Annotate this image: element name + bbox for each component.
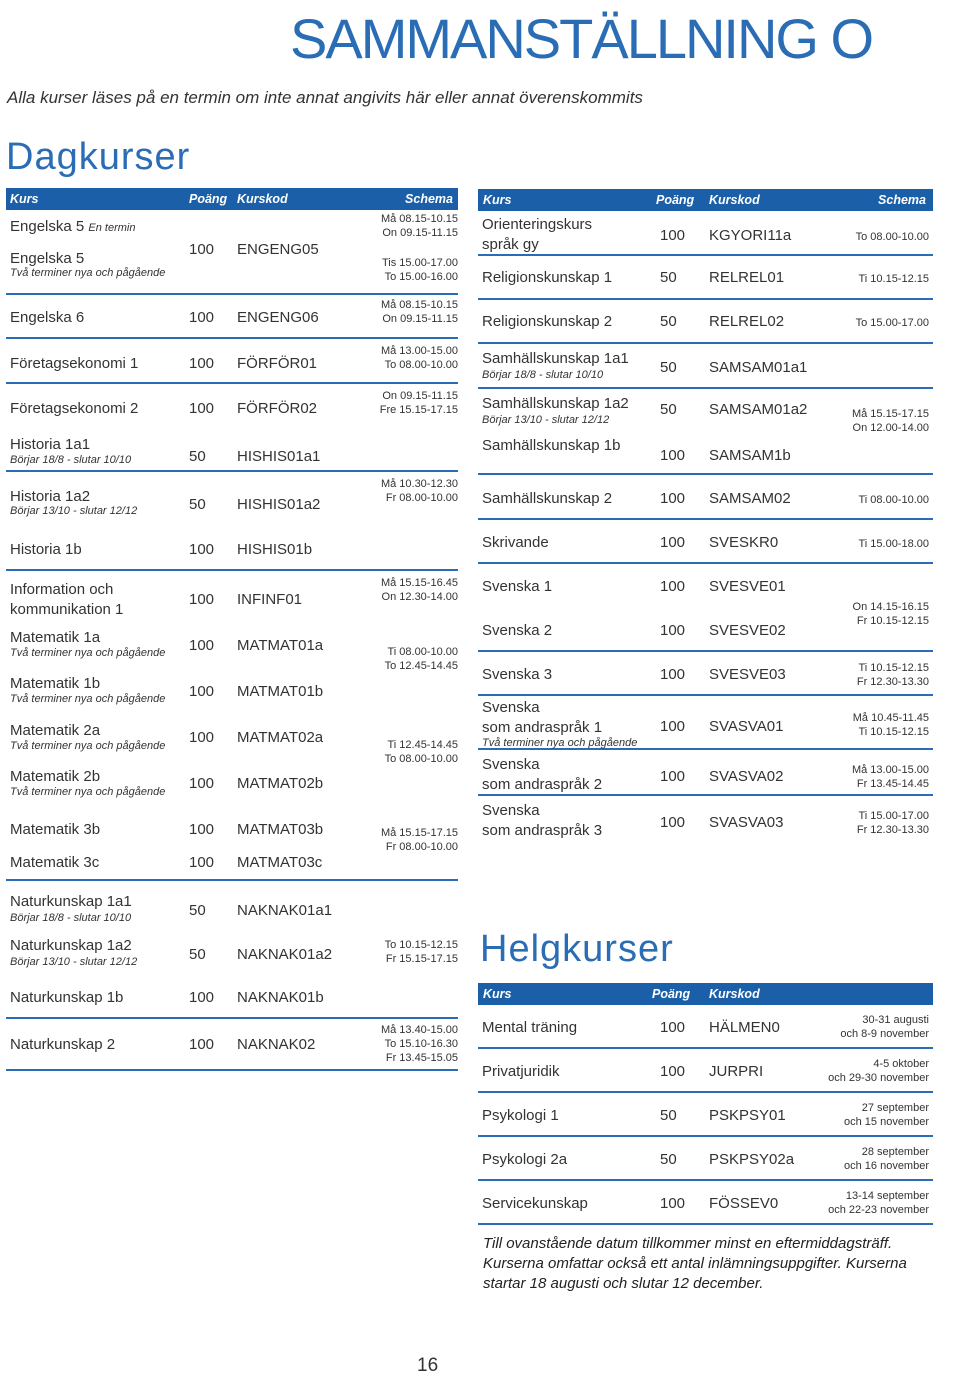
course-points: 100 (660, 814, 686, 831)
schedule: Ti 10.15-12.15 (858, 273, 929, 285)
course-points: 50 (660, 1107, 677, 1124)
course-name: Samhällskunskap 1a2 (482, 395, 629, 412)
course-note: Börjar 18/8 - slutar 10/10 (10, 454, 132, 466)
dates: 27 september och 15 november (844, 1102, 929, 1128)
course-code: FÖSSEV0 (709, 1195, 779, 1212)
course-name: Samhällskunskap 1a1 (482, 350, 629, 367)
course-group-engelska6 (6, 295, 458, 339)
course-name: Skrivande (482, 534, 549, 551)
course-code: SAMSAM01a1 (709, 359, 808, 376)
course-note: Börjar 13/10 - slutar 12/12 (10, 505, 138, 517)
course-name: Samhällskunskap 2 (482, 490, 613, 507)
course-code: NAKNAK01a2 (237, 946, 333, 963)
course-code: NAKNAK01a1 (237, 902, 333, 919)
course-points: 100 (189, 591, 215, 608)
course-name: Naturkunskap 1a2 (10, 937, 132, 954)
course-code: SVESVE02 (709, 622, 786, 639)
course-points: 100 (189, 729, 215, 746)
course-name: Svenska (482, 756, 540, 773)
course-name: Svenska (482, 699, 540, 716)
weekend-note: Till ovanstående datum tillkommer minst en eftermiddagsträff. Kurserna omfattar också ett antal inlämningsuppgifter. Kurserna startar 18 augusti och slutar 12 december. (483, 1235, 907, 1292)
course-code: MATMAT02b (237, 775, 324, 792)
course-code: PSKPSY01 (709, 1107, 786, 1124)
course-note: Två terminer nya och pågående (10, 647, 166, 659)
page-number: 16 (417, 1355, 439, 1376)
header-kurs: Kurs (483, 193, 512, 207)
header-kurskod: Kurskod (709, 987, 760, 1001)
course-name: Historia 1b (10, 541, 82, 558)
course-name: Engelska 5 En termin (10, 218, 136, 235)
table-header (6, 188, 458, 210)
schedule: Ti 12.45-14.45 To 08.00-10.00 (384, 739, 458, 765)
course-name: Historia 1a2 (10, 488, 91, 505)
schedule: To 15.00-17.00 (855, 317, 929, 329)
schedule: Ti 10.15-12.15 Fr 12.30-13.30 (856, 662, 929, 688)
course-code: HÄLMEN0 (709, 1019, 780, 1036)
course-points: 100 (660, 1195, 686, 1212)
page-title: SAMMANSTÄLLNING O (290, 7, 873, 70)
weekend-course-juridik (478, 1049, 933, 1093)
course-points: 100 (660, 447, 686, 464)
course-name: Svenska 3 (482, 666, 553, 683)
course-code: FÖRFÖR01 (237, 355, 318, 372)
course-points: 50 (660, 313, 677, 330)
course-group-sam1a1 (478, 344, 933, 389)
weekend-course-psyk1 (478, 1093, 933, 1137)
schedule: Må 15.15-17.15 Fr 08.00-10.00 (380, 827, 458, 853)
header-schema: Schema (405, 192, 453, 206)
course-group-svenska3 (478, 652, 933, 696)
course-note: Börjar 18/8 - slutar 10/10 (482, 369, 604, 381)
course-name: Privatjuridik (482, 1063, 560, 1080)
schedule: Må 10.45-11.45 Ti 10.15-12.15 (852, 712, 929, 738)
course-name: Orienteringskurs (482, 216, 593, 233)
table-header (478, 189, 933, 211)
course-name: Historia 1a1 (10, 436, 91, 453)
course-name: Företagsekonomi 2 (10, 400, 139, 417)
dates: 30-31 augusti och 8-9 november (840, 1014, 929, 1040)
course-code: SAMSAM01a2 (709, 401, 808, 418)
course-points: 100 (189, 1036, 215, 1053)
course-name: som andraspråk 3 (482, 822, 603, 839)
course-code: NAKNAK01b (237, 989, 324, 1006)
course-points: 100 (189, 854, 215, 871)
course-group-sva2 (478, 750, 933, 796)
course-code: ENGENG06 (237, 309, 319, 326)
course-group-fek2-hist1a1 (6, 384, 458, 472)
schedule: Må 10.30-12.30 Fr 08.00-10.00 (380, 478, 458, 504)
course-points: 100 (660, 718, 686, 735)
course-code: INFINF01 (237, 591, 303, 608)
course-note: Börjar 13/10 - slutar 12/12 (482, 414, 610, 426)
course-code: MATMAT01b (237, 683, 324, 700)
schedule: Ti 08.00-10.00 To 12.45-14.45 (384, 646, 458, 672)
dates: 13-14 september och 22-23 november (828, 1190, 929, 1216)
dates: 28 september och 16 november (844, 1146, 929, 1172)
course-points: 100 (189, 241, 215, 258)
course-group-naturkunskap1 (6, 881, 458, 1019)
course-name: Matematik 2b (10, 768, 101, 785)
course-note: Två terminer nya och pågående (10, 740, 166, 752)
course-group-sva3 (478, 796, 933, 842)
course-group-sva1 (478, 696, 933, 750)
course-points: 50 (660, 359, 677, 376)
course-points: 100 (189, 400, 215, 417)
course-code: HISHIS01b (237, 541, 313, 558)
intro-text: Alla kurser läses på en termin om inte annat angivits här eller annat överenskommits (7, 88, 643, 107)
course-group-fek1 (6, 339, 458, 384)
course-code: MATMAT01a (237, 637, 324, 654)
course-note: Två terminer nya och pågående (10, 693, 166, 705)
schedule: On 14.15-16.15 Fr 10.15-12.15 (852, 601, 929, 627)
schedule: Ti 15.00-17.00 Fr 12.30-13.30 (856, 810, 929, 836)
schedule: Må 15.15-17.15 On 12.00-14.00 (851, 408, 929, 434)
header-poang: Poäng (652, 987, 691, 1001)
course-code: RELREL01 (709, 269, 785, 286)
course-group-rel2 (478, 300, 933, 344)
course-points: 50 (189, 496, 206, 513)
header-schema: Schema (878, 193, 926, 207)
course-code: MATMAT03c (237, 854, 323, 871)
course-name: Servicekunskap (482, 1195, 588, 1212)
course-code: SVESVE03 (709, 666, 786, 683)
course-code: SVASVA03 (709, 814, 784, 831)
course-group-naturkunskap2 (6, 1019, 458, 1071)
course-note: Två terminer nya och pågående (10, 786, 166, 798)
course-code: MATMAT02a (237, 729, 324, 746)
schedule: Må 08.15-10.15 On 09.15-11.15 (380, 299, 458, 325)
course-note: Två terminer nya och pågående (482, 737, 638, 749)
course-name: Engelska 5 (10, 250, 85, 267)
schedule: Må 13.40-15.00 To 15.10-16.30 Fr 13.45-15.05 (380, 1024, 458, 1064)
course-name: Samhällskunskap 1b (482, 437, 621, 454)
course-group-sam1a2-1b (478, 389, 933, 475)
course-points: 100 (660, 666, 686, 683)
course-code: HISHIS01a2 (237, 496, 321, 513)
course-group-engelska5 (6, 210, 458, 295)
course-name: som andraspråk 1 (482, 719, 603, 736)
course-name: Matematik 2a (10, 722, 101, 739)
course-code: SVESVE01 (709, 578, 786, 595)
schedule: To 08.00-10.00 (855, 231, 929, 243)
course-code: JURPRI (709, 1063, 764, 1080)
course-name: Matematik 3c (10, 854, 100, 871)
schedule: Ti 08.00-10.00 (858, 494, 929, 506)
header-kurskod: Kurskod (709, 193, 760, 207)
header-poang: Poäng (656, 193, 695, 207)
course-points: 50 (660, 269, 677, 286)
course-points: 50 (660, 401, 677, 418)
course-group-skrivande (478, 520, 933, 564)
course-name: Information och (10, 581, 114, 598)
course-points: 100 (189, 355, 215, 372)
course-name: Religionskunskap 1 (482, 269, 613, 286)
course-name: Svenska 2 (482, 622, 553, 639)
course-code: NAKNAK02 (237, 1036, 316, 1053)
course-name: språk gy (482, 236, 539, 253)
schedule: Må 08.15-10.15 On 09.15-11.15 (380, 213, 458, 239)
dates: 4-5 oktober och 29-30 november (828, 1058, 929, 1084)
course-points: 50 (189, 902, 206, 919)
course-name: Naturkunskap 1a1 (10, 893, 132, 910)
course-points: 50 (189, 946, 206, 963)
course-name: Matematik 3b (10, 821, 101, 838)
table-header (478, 983, 933, 1005)
course-code: HISHIS01a1 (237, 448, 321, 465)
course-points: 100 (660, 227, 686, 244)
section-heading-day: Dagkurser (6, 136, 191, 178)
course-note: Börjar 18/8 - slutar 10/10 (10, 912, 132, 924)
course-code: SVESKR0 (709, 534, 779, 551)
course-group-svenska12 (478, 564, 933, 652)
course-name: Religionskunskap 2 (482, 313, 613, 330)
section-heading-weekend: Helgkurser (480, 928, 674, 970)
schedule: Må 13.00-15.00 Fr 13.45-14.45 (851, 764, 929, 790)
course-points: 100 (189, 637, 215, 654)
course-name: Engelska 6 (10, 309, 85, 326)
weekend-course-mental (478, 1005, 933, 1049)
course-name: Mental träning (482, 1019, 578, 1036)
course-group-historia (6, 472, 458, 571)
course-code: KGYORI11a (709, 227, 792, 244)
course-points: 50 (660, 1151, 677, 1168)
course-points: 100 (189, 541, 215, 558)
course-name: Svenska (482, 802, 540, 819)
day-courses-table-right (478, 189, 933, 842)
course-code: ENGENG05 (237, 241, 319, 258)
course-points: 100 (189, 683, 215, 700)
course-name: Företagsekonomi 1 (10, 355, 139, 372)
schedule: To 10.15-12.15 Fr 15.15-17.15 (384, 939, 458, 965)
course-group-orientering (478, 211, 933, 256)
course-name: Matematik 1b (10, 675, 101, 692)
course-points: 100 (189, 821, 215, 838)
course-points: 100 (660, 534, 686, 551)
course-name: kommunikation 1 (10, 601, 124, 618)
course-code: MATMAT03b (237, 821, 324, 838)
header-kurs: Kurs (483, 987, 512, 1001)
day-courses-table-left (6, 188, 458, 1071)
schedule: Må 13.00-15.00 To 08.00-10.00 (380, 345, 458, 371)
course-code: PSKPSY02a (709, 1151, 795, 1168)
header-poang: Poäng (189, 192, 228, 206)
course-points: 100 (189, 309, 215, 326)
weekend-course-psyk2a (478, 1137, 933, 1181)
course-name: som andraspråk 2 (482, 776, 603, 793)
schedule: Må 15.15-16.45 On 12.30-14.00 (380, 577, 458, 603)
course-name: Psykologi 2a (482, 1151, 568, 1168)
schedule: Tis 15.00-17.00 To 15.00-16.00 (381, 257, 458, 283)
course-code: SVASVA02 (709, 768, 784, 785)
course-group-sam2 (478, 475, 933, 520)
course-points: 100 (660, 1019, 686, 1036)
course-points: 100 (660, 622, 686, 639)
course-points: 100 (189, 775, 215, 792)
course-points: 100 (660, 1063, 686, 1080)
schedule: Ti 15.00-18.00 (858, 538, 929, 550)
course-name: Svenska 1 (482, 578, 553, 595)
schedule: On 09.15-11.15 Fre 15.15-17.15 (379, 390, 458, 416)
course-points: 100 (189, 989, 215, 1006)
course-code: FÖRFÖR02 (237, 400, 318, 417)
course-name: Psykologi 1 (482, 1107, 559, 1124)
weekend-courses-table (478, 983, 933, 1225)
course-group-rel1 (478, 256, 933, 300)
course-name: Naturkunskap 2 (10, 1036, 116, 1053)
course-group-matematik (6, 571, 458, 881)
course-name: Naturkunskap 1b (10, 989, 124, 1006)
course-code: RELREL02 (709, 313, 785, 330)
course-code: SAMSAM02 (709, 490, 791, 507)
course-code: SAMSAM1b (709, 447, 791, 464)
header-kurs: Kurs (10, 192, 39, 206)
course-points: 100 (660, 578, 686, 595)
course-note: Två terminer nya och pågående (10, 267, 166, 279)
course-code: SVASVA01 (709, 718, 784, 735)
course-points: 100 (660, 490, 686, 507)
course-note: Börjar 13/10 - slutar 12/12 (10, 956, 138, 968)
weekend-course-service (478, 1181, 933, 1225)
header-kurskod: Kurskod (237, 192, 288, 206)
course-points: 50 (189, 448, 206, 465)
course-points: 100 (660, 768, 686, 785)
course-name: Matematik 1a (10, 629, 101, 646)
